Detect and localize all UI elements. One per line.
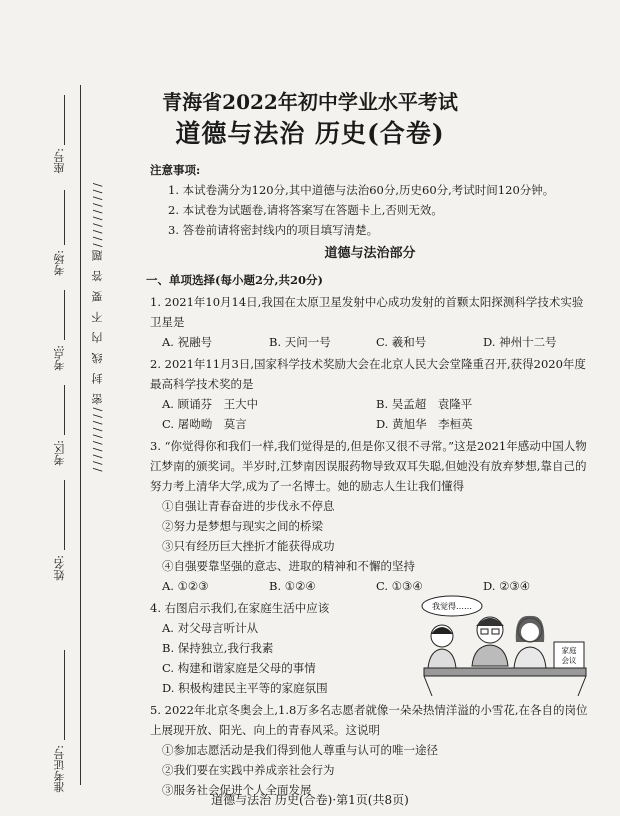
exam-room-label: 考场: bbox=[53, 250, 66, 276]
option-a: A. 祝融号 bbox=[162, 335, 213, 349]
question-4: 4. 右图启示我们,在家庭生活中应该 bbox=[150, 601, 330, 615]
exam-district-blank bbox=[64, 385, 65, 435]
exam-title: 青海省2022年初中学业水平考试 bbox=[162, 90, 458, 114]
table-legs bbox=[424, 676, 586, 696]
question-5: 5. 2022年北京冬奥会上,1.8万多名志愿者就像一朵朵热情洋溢的小雪花,在各自的岗位上展现开放、阳光、向上的青春风采。这说明 bbox=[150, 703, 588, 737]
statement: ②我们要在实践中养成亲社会行为 bbox=[162, 763, 335, 777]
section-title: 道德与法治部分 bbox=[324, 246, 416, 261]
seal-line-text: //////////密 封 线 内 不 要 答 题////////// bbox=[91, 180, 104, 472]
exam-district-label: 考区: bbox=[53, 440, 66, 466]
notice-item: 2. 本试卷为试题卷,请将答案写在答题卡上,否则无效。 bbox=[168, 203, 443, 217]
question-1: 1. 2021年10月14日,我国在太原卫星发射中心成功发射的首颗太阳探测科学技术实验卫星是 bbox=[150, 295, 584, 329]
part-heading: 一、单项选择(每小题2分,共20分) bbox=[146, 273, 323, 287]
seat-label: 座号: bbox=[53, 148, 66, 174]
statement: ④自强要靠坚强的意志、进取的精神和不懈的坚持 bbox=[162, 559, 415, 573]
table bbox=[424, 668, 586, 676]
exam-point-blank bbox=[64, 290, 65, 340]
question-content bbox=[146, 160, 590, 800]
father-hair bbox=[476, 618, 504, 626]
mother-face bbox=[521, 623, 539, 641]
notice-heading: 注意事项: bbox=[150, 163, 201, 177]
option-b: B. 吴孟超 袁隆平 bbox=[376, 397, 473, 411]
option-a: A. ①②③ bbox=[162, 579, 209, 593]
name-blank bbox=[64, 480, 65, 550]
statement: ③服务社会促进个人全面发展 bbox=[162, 783, 312, 797]
child-body bbox=[428, 649, 456, 668]
option-b: B. 保持独立,我行我素 bbox=[162, 641, 274, 655]
exam-point-label: 考点: bbox=[53, 345, 66, 371]
option-a: A. 对父母言听计从 bbox=[162, 621, 259, 635]
family-meeting-illustration bbox=[420, 594, 590, 698]
option-c: C. 屠呦呦 莫言 bbox=[162, 417, 247, 431]
name-label: 姓名: bbox=[53, 555, 66, 581]
question-2-options bbox=[150, 414, 590, 434]
option-d: D. 神州十二号 bbox=[483, 335, 557, 349]
sign-text: 家庭 bbox=[561, 646, 577, 655]
admission-number-label: 准考证号: bbox=[53, 745, 66, 793]
notice-item: 3. 答卷前请将密封线内的项目填写清楚。 bbox=[168, 223, 379, 237]
option-d: D. 积极构建民主平等的家庭氛围 bbox=[162, 681, 328, 695]
exam-room-blank bbox=[64, 190, 65, 245]
exam-subtitle: 道德与法治 历史(合卷) bbox=[175, 119, 445, 148]
option-b: B. ①②④ bbox=[269, 579, 316, 593]
question-2-options bbox=[150, 394, 590, 414]
option-c: C. 构建和谐家庭是父母的事情 bbox=[162, 661, 316, 675]
admission-number-blank bbox=[64, 650, 65, 740]
option-d: D. 黄旭华 李桓英 bbox=[376, 417, 473, 431]
binding-line bbox=[80, 85, 81, 785]
page-footer: 道德与法治 历史(合卷)·第1页(共8页) bbox=[211, 793, 409, 807]
statement: ①参加志愿活动是我们得到他人尊重与认可的唯一途径 bbox=[162, 743, 438, 757]
option-d: D. ②③④ bbox=[483, 579, 531, 593]
question-4-block bbox=[150, 598, 590, 698]
father-body bbox=[472, 645, 508, 666]
sign-text: 会议 bbox=[561, 656, 577, 665]
notice-item: 1. 本试卷满分为120分,其中道德与法治60分,历史60分,考试时间120分钟。 bbox=[168, 183, 555, 197]
option-b: B. 天问一号 bbox=[269, 335, 331, 349]
question-1-options bbox=[150, 332, 590, 352]
mother-body bbox=[514, 647, 546, 668]
speech-bubble-text: 我觉得…… bbox=[432, 602, 472, 611]
statement: ②努力是梦想与现实之间的桥梁 bbox=[162, 519, 323, 533]
option-c: C. 羲和号 bbox=[376, 335, 427, 349]
option-c: C. ①③④ bbox=[376, 579, 423, 593]
statement: ①自强让青春奋进的步伐永不停息 bbox=[162, 499, 335, 513]
question-3-options bbox=[150, 576, 590, 596]
option-a: A. 顾诵芬 王大中 bbox=[162, 397, 259, 411]
statement: ③只有经历巨大挫折才能获得成功 bbox=[162, 539, 335, 553]
question-3: 3. “你觉得你和我们一样,我们觉得是的,但是你又很不寻常。”这是2021年感动中国人物江梦南的颁奖词。半岁时,江梦南因误服药物导致双耳失聪,但她没有放弃梦想,靠自己的努力考上清华大学,成为了一名博士。她的励志人生让我们懂得 bbox=[150, 439, 587, 493]
question-2: 2. 2021年11月3日,国家科学技术奖励大会在北京人民大会堂隆重召开,获得2020年度最高科学技术奖的是 bbox=[150, 357, 586, 391]
